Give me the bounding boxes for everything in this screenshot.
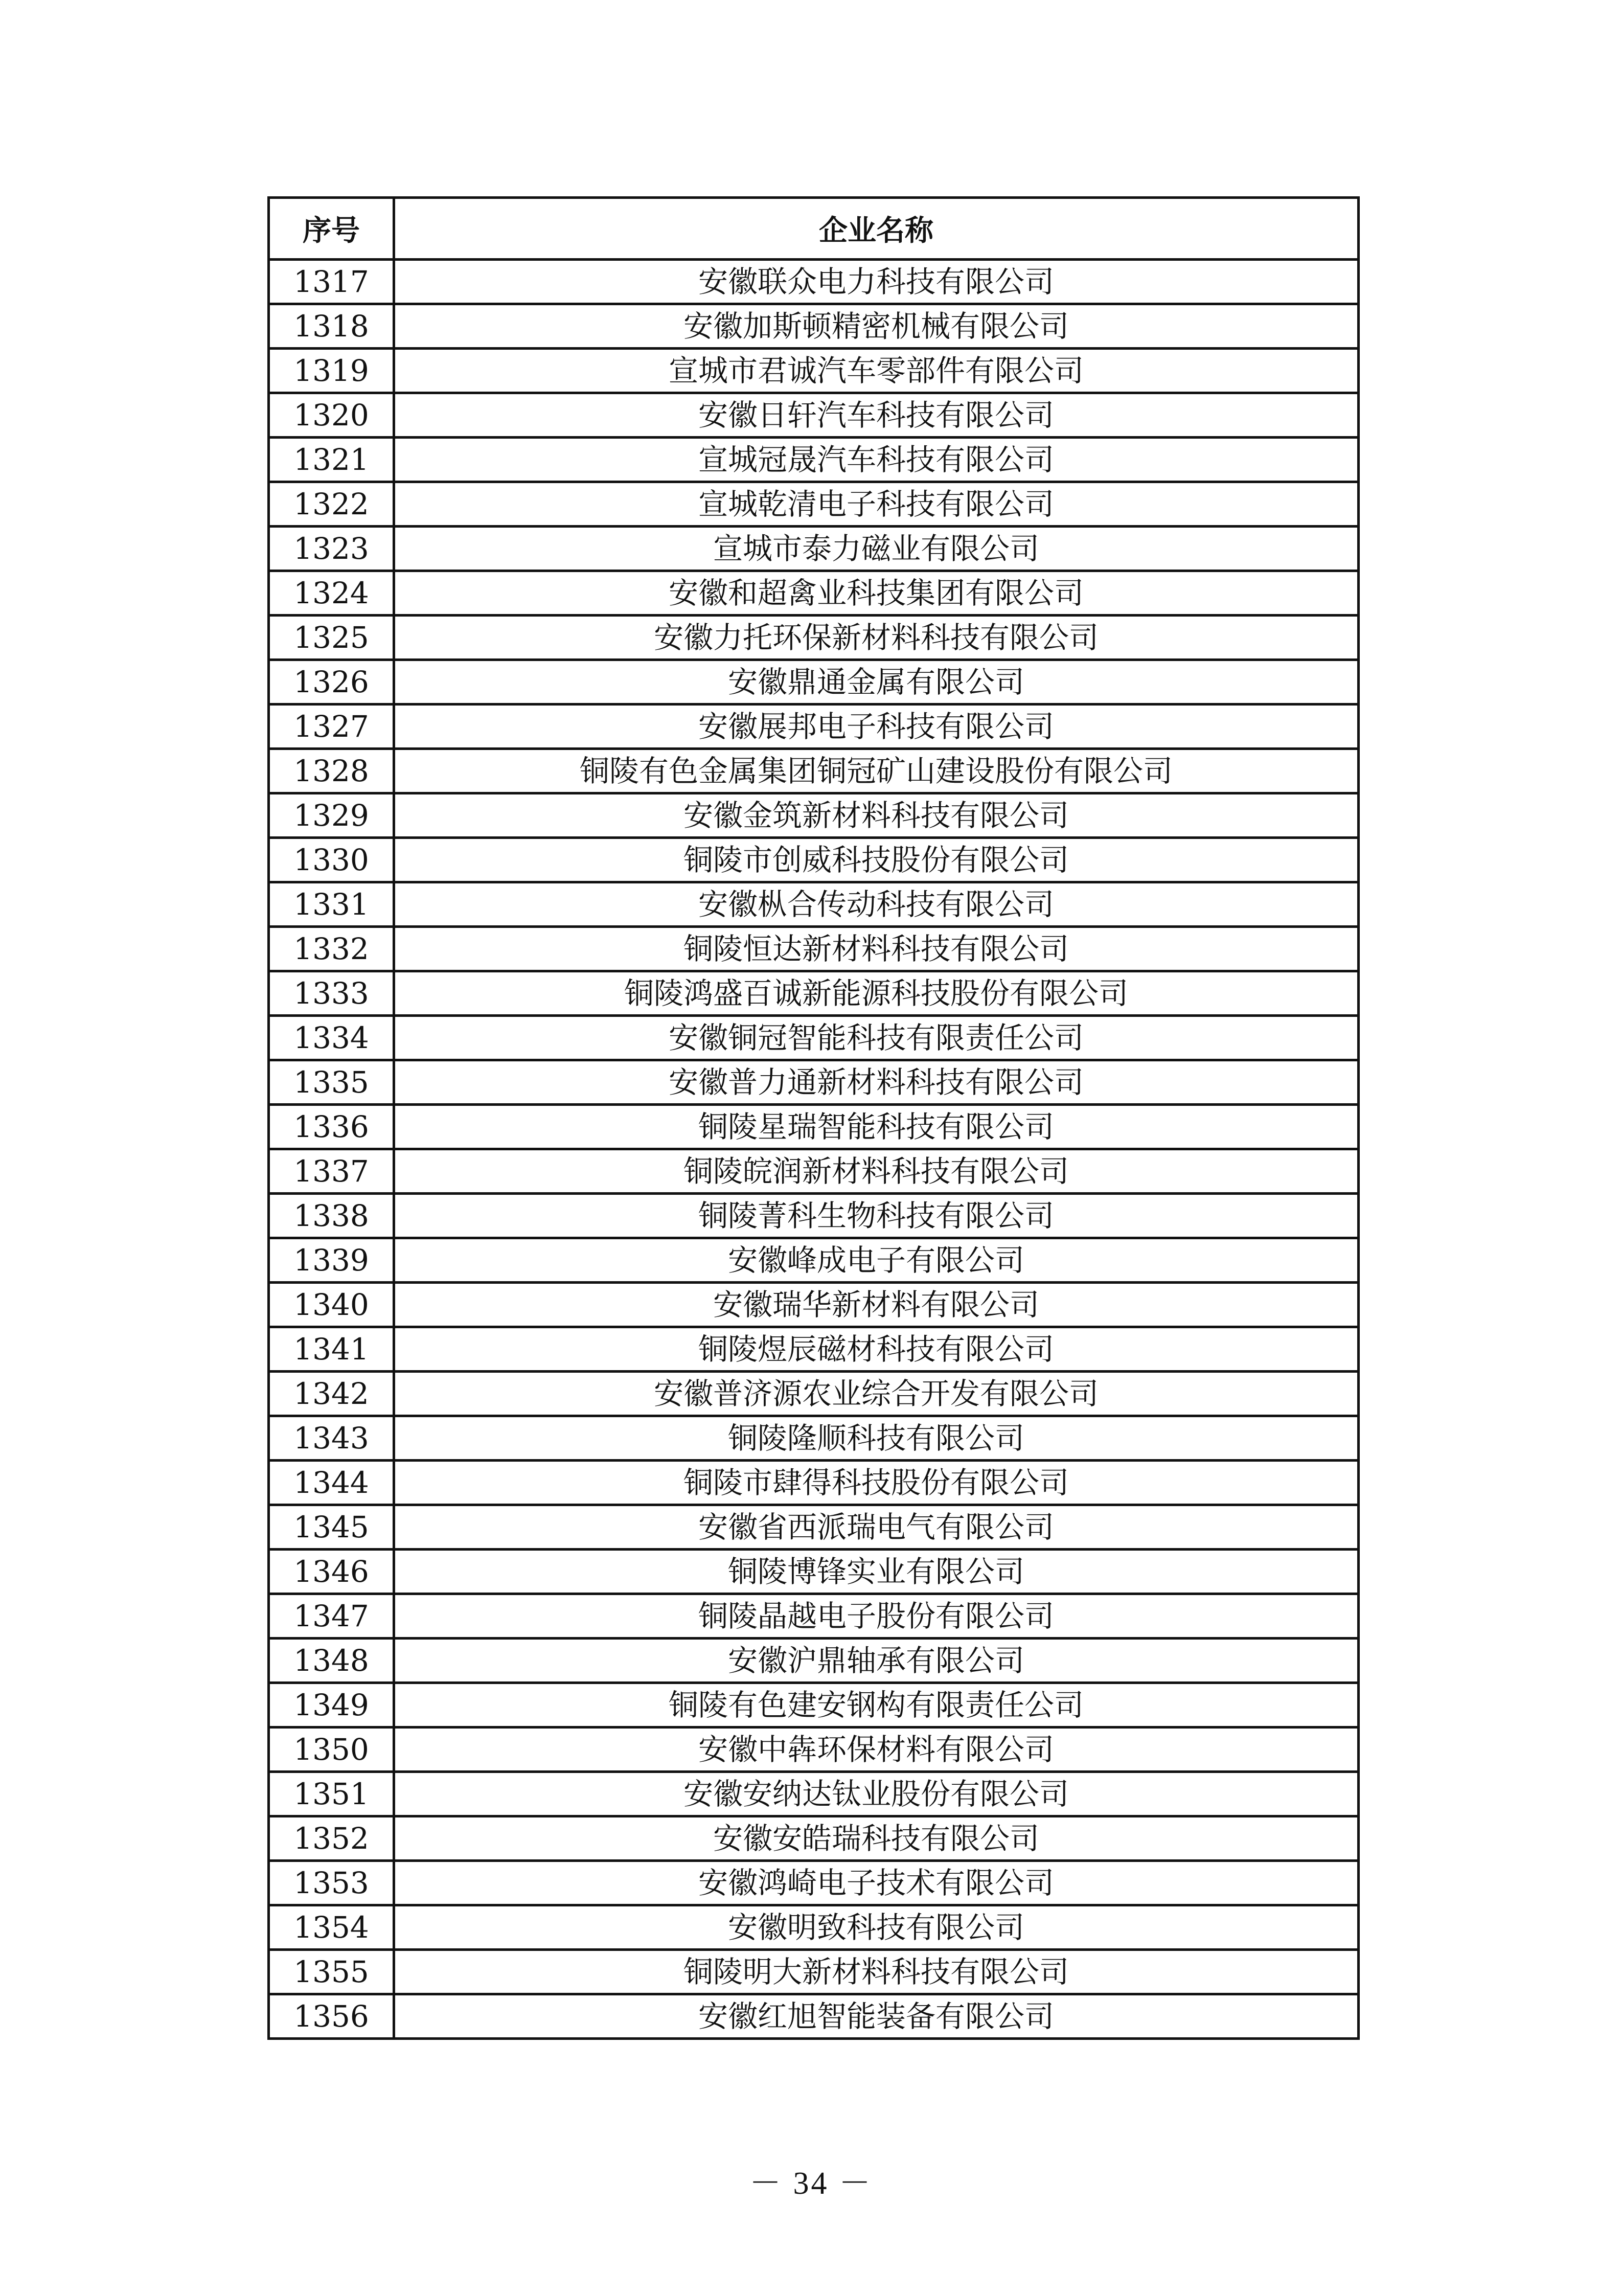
enterprise-name-cell: 铜陵明大新材料科技有限公司 xyxy=(394,1950,1359,1994)
serial-number-cell: 1334 xyxy=(269,1016,394,1060)
enterprise-name-cell: 铜陵菁科生物科技有限公司 xyxy=(394,1194,1359,1238)
serial-number-cell: 1320 xyxy=(269,393,394,438)
table-row xyxy=(269,571,1359,616)
enterprise-name-cell: 安徽联众电力科技有限公司 xyxy=(394,260,1359,304)
enterprise-name-cell: 安徽明致科技有限公司 xyxy=(394,1905,1359,1950)
table-row xyxy=(269,1016,1359,1060)
enterprise-name-cell: 宣城冠晟汽车科技有限公司 xyxy=(394,438,1359,482)
table-row xyxy=(269,1950,1359,1994)
enterprise-name-cell: 宣城乾清电子科技有限公司 xyxy=(394,482,1359,527)
enterprise-name-cell: 安徽鼎通金属有限公司 xyxy=(394,660,1359,704)
table-row xyxy=(269,1194,1359,1238)
enterprise-name-cell: 安徽省西派瑞电气有限公司 xyxy=(394,1505,1359,1550)
serial-number-cell: 1355 xyxy=(269,1950,394,1994)
table-row xyxy=(269,1905,1359,1950)
table-row xyxy=(269,260,1359,304)
enterprise-name-cell: 铜陵星瑞智能科技有限公司 xyxy=(394,1105,1359,1149)
table-row xyxy=(269,1416,1359,1461)
table-row xyxy=(269,793,1359,838)
table-row xyxy=(269,1994,1359,2039)
enterprise-name-cell: 安徽沪鼎轴承有限公司 xyxy=(394,1639,1359,1683)
serial-number-cell: 1342 xyxy=(269,1372,394,1416)
table-row xyxy=(269,1461,1359,1505)
enterprise-name-cell: 铜陵煜辰磁材科技有限公司 xyxy=(394,1327,1359,1372)
enterprise-name-cell: 安徽和超禽业科技集团有限公司 xyxy=(394,571,1359,616)
table-row xyxy=(269,438,1359,482)
serial-number-cell: 1318 xyxy=(269,304,394,349)
table-row xyxy=(269,1505,1359,1550)
enterprise-name-cell: 安徽普济源农业综合开发有限公司 xyxy=(394,1372,1359,1416)
table-row xyxy=(269,1594,1359,1639)
table-row xyxy=(269,704,1359,749)
header-row xyxy=(269,198,1359,260)
enterprise-name-cell: 安徽安纳达钛业股份有限公司 xyxy=(394,1772,1359,1816)
serial-number-cell: 1333 xyxy=(269,971,394,1016)
header-serial-number: 序号 xyxy=(269,198,394,260)
serial-number-cell: 1353 xyxy=(269,1861,394,1905)
table-row xyxy=(269,1550,1359,1594)
table-row xyxy=(269,1283,1359,1327)
serial-number-cell: 1323 xyxy=(269,527,394,571)
table-row xyxy=(269,482,1359,527)
serial-number-cell: 1329 xyxy=(269,793,394,838)
serial-number-cell: 1349 xyxy=(269,1683,394,1727)
enterprise-name-cell: 安徽日轩汽车科技有限公司 xyxy=(394,393,1359,438)
serial-number-cell: 1335 xyxy=(269,1060,394,1105)
serial-number-cell: 1343 xyxy=(269,1416,394,1461)
page-number: － 34 － xyxy=(749,2166,873,2201)
table-row xyxy=(269,1816,1359,1861)
serial-number-cell: 1327 xyxy=(269,704,394,749)
serial-number-cell: 1350 xyxy=(269,1727,394,1772)
serial-number-cell: 1356 xyxy=(269,1994,394,2039)
enterprise-name-cell: 安徽普力通新材料科技有限公司 xyxy=(394,1060,1359,1105)
serial-number-cell: 1337 xyxy=(269,1149,394,1194)
serial-number-cell: 1345 xyxy=(269,1505,394,1550)
serial-number-cell: 1330 xyxy=(269,838,394,882)
serial-number-cell: 1322 xyxy=(269,482,394,527)
table-row xyxy=(269,1149,1359,1194)
serial-number-cell: 1352 xyxy=(269,1816,394,1861)
serial-number-cell: 1347 xyxy=(269,1594,394,1639)
serial-number-cell: 1354 xyxy=(269,1905,394,1950)
serial-number-cell: 1331 xyxy=(269,882,394,927)
enterprise-name-cell: 铜陵晶越电子股份有限公司 xyxy=(394,1594,1359,1639)
enterprise-table xyxy=(267,196,1360,2040)
enterprise-name-cell: 安徽瑞华新材料有限公司 xyxy=(394,1283,1359,1327)
table-row xyxy=(269,749,1359,793)
table-row xyxy=(269,1639,1359,1683)
table-row xyxy=(269,1683,1359,1727)
serial-number-cell: 1336 xyxy=(269,1105,394,1149)
serial-number-cell: 1339 xyxy=(269,1238,394,1283)
table-row xyxy=(269,1372,1359,1416)
serial-number-cell: 1319 xyxy=(269,349,394,393)
enterprise-name-cell: 铜陵恒达新材料科技有限公司 xyxy=(394,927,1359,971)
table-row xyxy=(269,349,1359,393)
enterprise-name-cell: 安徽铜冠智能科技有限责任公司 xyxy=(394,1016,1359,1060)
serial-number-cell: 1321 xyxy=(269,438,394,482)
enterprise-name-cell: 安徽加斯顿精密机械有限公司 xyxy=(394,304,1359,349)
serial-number-cell: 1341 xyxy=(269,1327,394,1372)
header-enterprise-name: 企业名称 xyxy=(394,198,1359,260)
table-row xyxy=(269,616,1359,660)
enterprise-name-cell: 安徽展邦电子科技有限公司 xyxy=(394,704,1359,749)
table-row xyxy=(269,927,1359,971)
table-row xyxy=(269,1861,1359,1905)
table-row xyxy=(269,1105,1359,1149)
table-row xyxy=(269,527,1359,571)
enterprise-name-cell: 安徽鸿崎电子技术有限公司 xyxy=(394,1861,1359,1905)
table-row xyxy=(269,882,1359,927)
enterprise-name-cell: 铜陵有色建安钢构有限责任公司 xyxy=(394,1683,1359,1727)
table-row xyxy=(269,1727,1359,1772)
table-row xyxy=(269,393,1359,438)
enterprise-name-cell: 铜陵有色金属集团铜冠矿山建设股份有限公司 xyxy=(394,749,1359,793)
enterprise-name-cell: 铜陵隆顺科技有限公司 xyxy=(394,1416,1359,1461)
enterprise-name-cell: 宣城市君诚汽车零部件有限公司 xyxy=(394,349,1359,393)
table-header xyxy=(269,198,1359,260)
serial-number-cell: 1332 xyxy=(269,927,394,971)
enterprise-name-cell: 铜陵鸿盛百诚新能源科技股份有限公司 xyxy=(394,971,1359,1016)
enterprise-name-cell: 安徽金筑新材料科技有限公司 xyxy=(394,793,1359,838)
enterprise-name-cell: 铜陵皖润新材料科技有限公司 xyxy=(394,1149,1359,1194)
serial-number-cell: 1324 xyxy=(269,571,394,616)
enterprise-name-cell: 铜陵市创威科技股份有限公司 xyxy=(394,838,1359,882)
enterprise-name-cell: 安徽峰成电子有限公司 xyxy=(394,1238,1359,1283)
enterprise-list-sheet xyxy=(267,196,1357,2040)
serial-number-cell: 1328 xyxy=(269,749,394,793)
enterprise-name-cell: 安徽中犇环保材料有限公司 xyxy=(394,1727,1359,1772)
enterprise-name-cell: 宣城市泰力磁业有限公司 xyxy=(394,527,1359,571)
serial-number-cell: 1325 xyxy=(269,616,394,660)
serial-number-cell: 1344 xyxy=(269,1461,394,1505)
serial-number-cell: 1351 xyxy=(269,1772,394,1816)
enterprise-name-cell: 安徽枞合传动科技有限公司 xyxy=(394,882,1359,927)
serial-number-cell: 1348 xyxy=(269,1639,394,1683)
enterprise-name-cell: 安徽力托环保新材料科技有限公司 xyxy=(394,616,1359,660)
enterprise-name-cell: 铜陵博锋实业有限公司 xyxy=(394,1550,1359,1594)
serial-number-cell: 1338 xyxy=(269,1194,394,1238)
serial-number-cell: 1346 xyxy=(269,1550,394,1594)
table-body xyxy=(269,260,1359,2039)
enterprise-name-cell: 铜陵市肆得科技股份有限公司 xyxy=(394,1461,1359,1505)
enterprise-name-cell: 安徽安皓瑞科技有限公司 xyxy=(394,1816,1359,1861)
table-row xyxy=(269,1327,1359,1372)
table-row xyxy=(269,838,1359,882)
table-row xyxy=(269,1060,1359,1105)
serial-number-cell: 1317 xyxy=(269,260,394,304)
table-row xyxy=(269,660,1359,704)
serial-number-cell: 1326 xyxy=(269,660,394,704)
table-row xyxy=(269,1238,1359,1283)
table-row xyxy=(269,971,1359,1016)
table-row xyxy=(269,304,1359,349)
table-row xyxy=(269,1772,1359,1816)
serial-number-cell: 1340 xyxy=(269,1283,394,1327)
enterprise-name-cell: 安徽红旭智能装备有限公司 xyxy=(394,1994,1359,2039)
